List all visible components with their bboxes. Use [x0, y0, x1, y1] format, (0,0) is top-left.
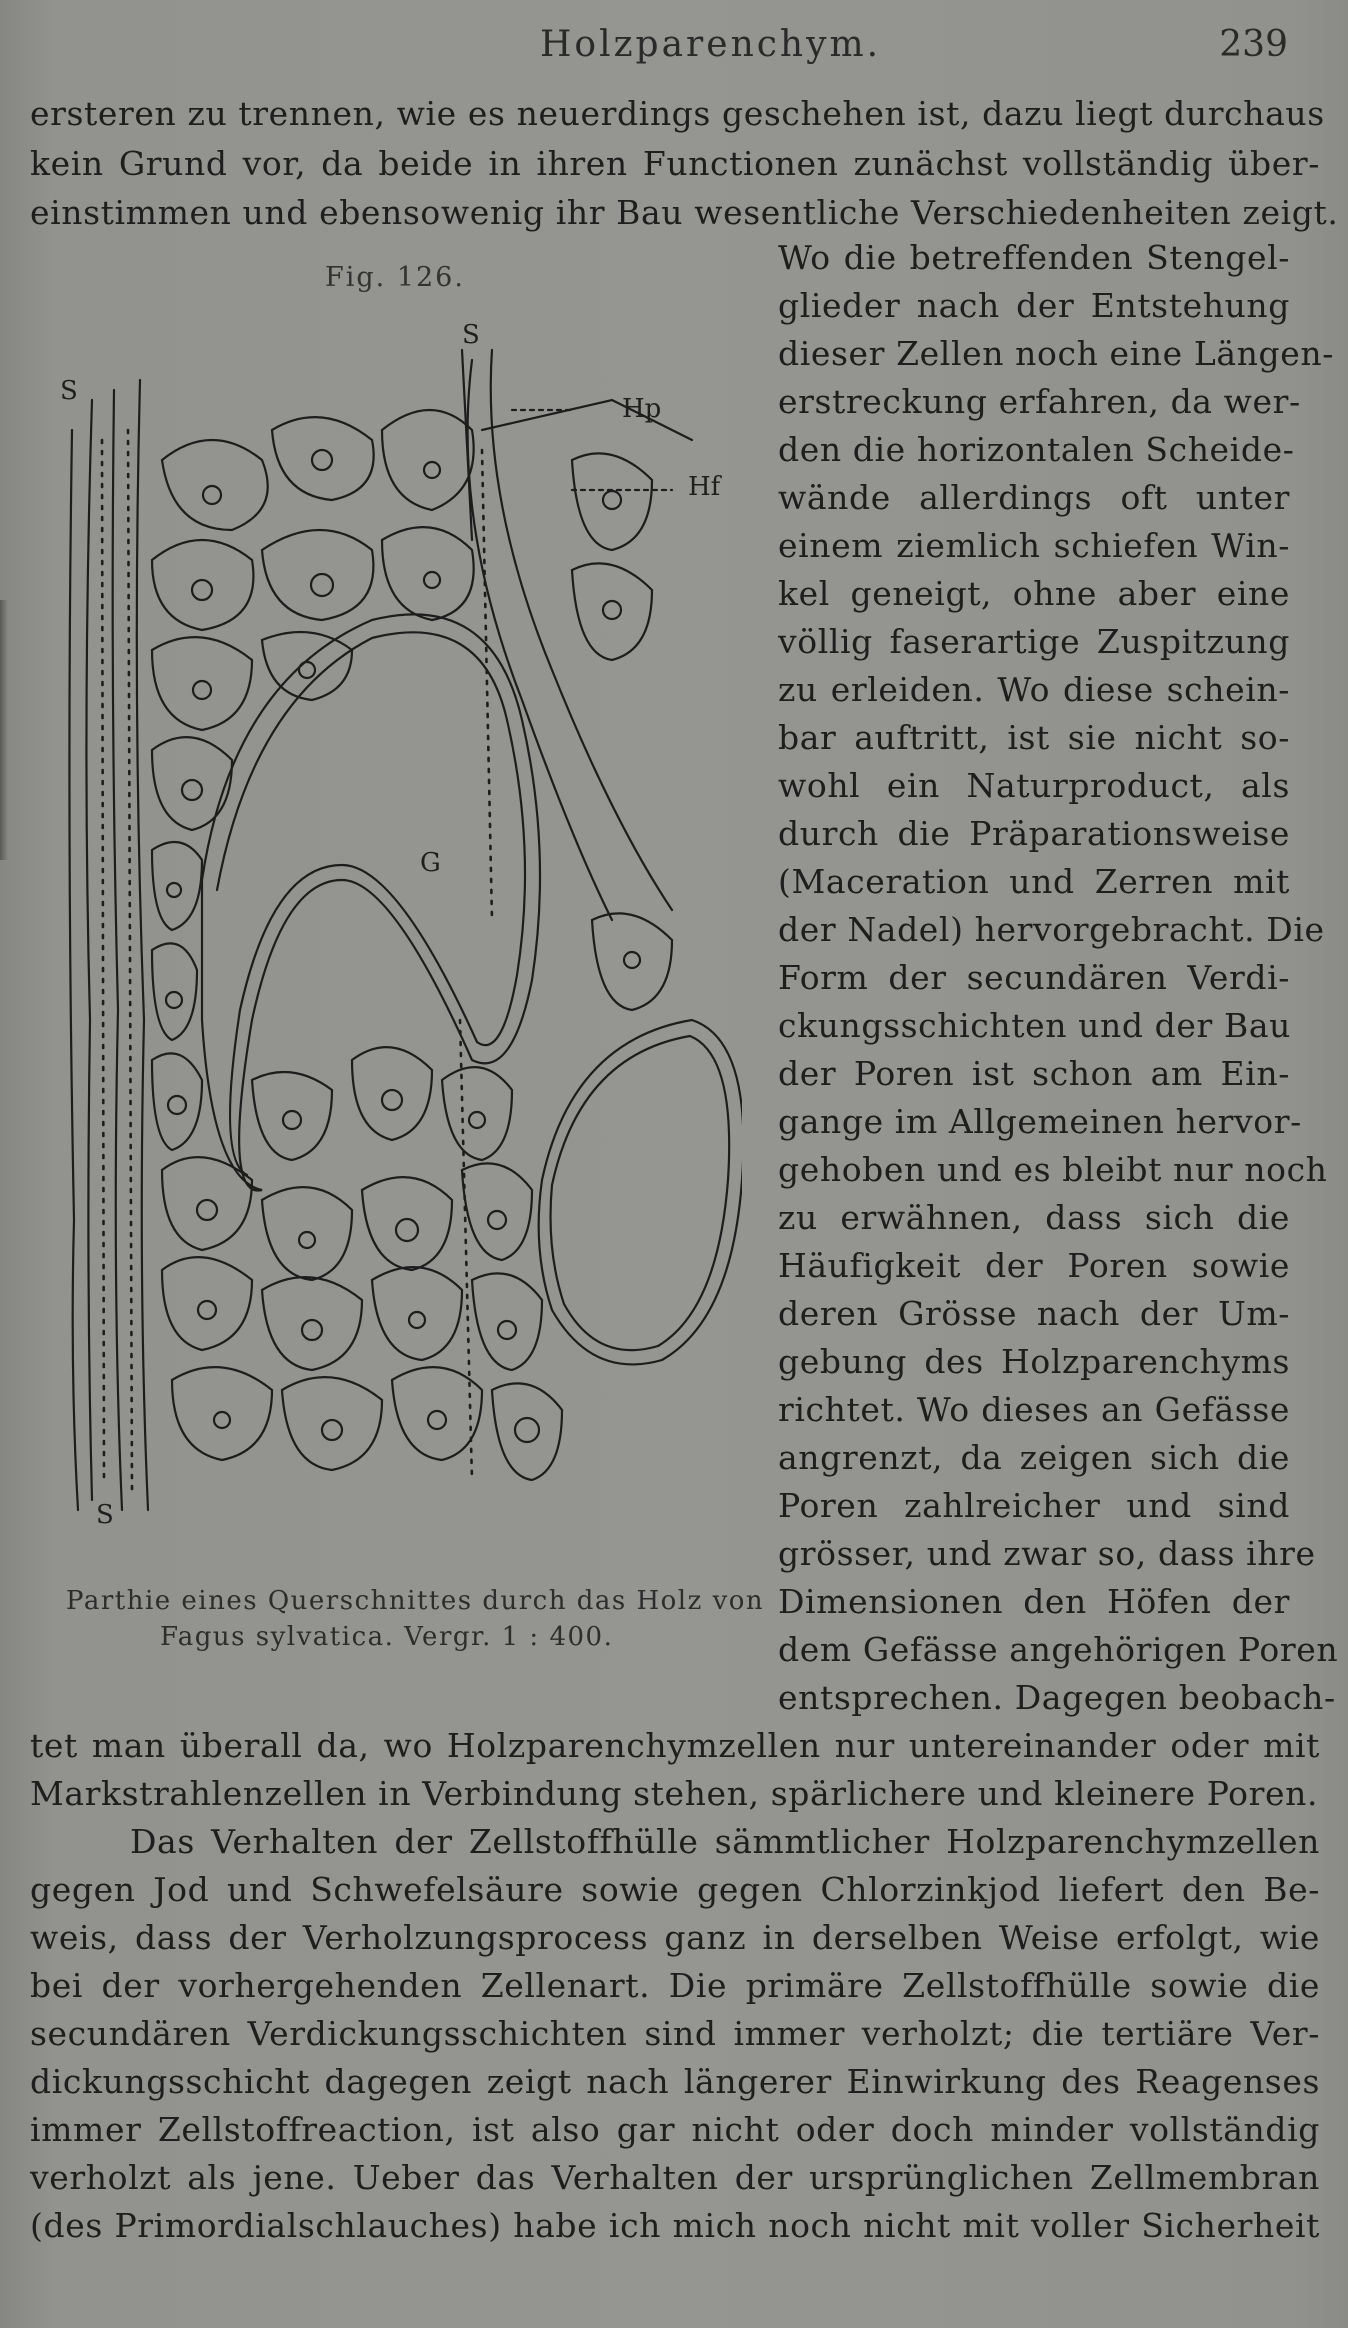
text-line: entsprechen. Dagegen beobach- [778, 1678, 1336, 1717]
text-line: gange im Allgemeinen hervor- [778, 1102, 1302, 1141]
running-head [0, 18, 1348, 78]
wood-cross-section-drawing [52, 320, 742, 1560]
text-line: Dimensionen den Höfen der [778, 1582, 1290, 1621]
text-line: kel geneigt, ohne aber eine [778, 574, 1290, 613]
text-line: der Poren ist schon am Ein- [778, 1054, 1290, 1093]
text-line: kein Grund vor, da beide in ihren Functionen zunächst vollständig über- [30, 144, 1320, 183]
page-edge-shadow [0, 600, 8, 860]
text-line: angrenzt, da zeigen sich die [778, 1438, 1290, 1477]
figure-letter-hp: Hp [622, 394, 662, 424]
figure-letter-s: S [96, 1500, 114, 1530]
figure-illustration [52, 320, 742, 1560]
text-line: dieser Zellen noch eine Längen- [778, 334, 1334, 373]
text-line: tet man überall da, wo Holzparenchymzellen nur untereinander oder mit [30, 1726, 1320, 1765]
text-line: (Maceration und Zerren mit [778, 862, 1290, 901]
text-line: (des Primordialschlauches) habe ich mich noch nicht mit voller Sicherheit [30, 2206, 1320, 2245]
text-line: ersteren zu trennen, wie es neuerdings geschehen ist, dazu liegt durchaus [30, 94, 1325, 133]
figure-caption-line: Parthie eines Querschnittes durch das Holz von [66, 1586, 765, 1616]
text-line: wohl ein Naturproduct, als [778, 766, 1290, 805]
text-line: gegen Jod und Schwefelsäure sowie gegen Chlorzinkjod liefert den Be- [30, 1870, 1320, 1909]
text-line: weis, dass der Verholzungsprocess ganz in derselben Weise erfolgt, wie [30, 1918, 1320, 1957]
text-line: durch die Präparationsweise [778, 814, 1290, 853]
text-line: gehoben und es bleibt nur noch [778, 1150, 1328, 1189]
text-line: verholzt als jene. Ueber das Verhalten der ursprünglichen Zellmembran [30, 2158, 1320, 2197]
text-line: Poren zahlreicher und sind [778, 1486, 1290, 1525]
text-line: einem ziemlich schiefen Win- [778, 526, 1290, 565]
text-line: bar auftritt, ist sie nicht so- [778, 718, 1290, 757]
text-line: einstimmen und ebensowenig ihr Bau wesentliche Verschiedenheiten zeigt. [30, 193, 1339, 232]
text-line: gebung des Holzparenchyms [778, 1342, 1290, 1381]
text-line: ckungsschichten und der Bau [778, 1006, 1291, 1045]
text-line: wände allerdings oft unter [778, 478, 1290, 517]
text-line: grösser, und zwar so, dass ihre [778, 1534, 1316, 1573]
figure-caption-line: Fagus sylvatica. Vergr. 1 : 400. [160, 1622, 614, 1652]
text-line: secundären Verdickungsschichten sind immer verholzt; die tertiäre Ver- [30, 2014, 1320, 2053]
figure-letter-hf: Hf [688, 472, 721, 502]
text-line: Wo die betreffenden Stengel- [778, 238, 1290, 277]
page-number: 239 [1219, 24, 1288, 65]
text-line: dem Gefässe angehörigen Poren [778, 1630, 1339, 1669]
figure-letter-s: S [462, 320, 480, 350]
text-line: Das Verhalten der Zellstoffhülle sämmtlicher Holzparenchymzellen [130, 1822, 1320, 1861]
running-title: Holzparenchym. [540, 24, 882, 65]
figure-label: Fig. 126. [325, 262, 465, 293]
text-line: Form der secundären Verdi- [778, 958, 1290, 997]
figure-letter-s: S [60, 376, 78, 406]
text-line: zu erleiden. Wo diese schein- [778, 670, 1290, 709]
text-line: Häufigkeit der Poren sowie [778, 1246, 1290, 1285]
text-line: deren Grösse nach der Um- [778, 1294, 1290, 1333]
text-line: glieder nach der Entstehung [778, 286, 1290, 325]
text-line: Markstrahlenzellen in Verbindung stehen, spärlichere und kleinere Poren. [30, 1774, 1319, 1813]
text-line: zu erwähnen, dass sich die [778, 1198, 1290, 1237]
text-line: richtet. Wo dieses an Gefässe [778, 1390, 1290, 1429]
text-line: der Nadel) hervorgebracht. Die [778, 910, 1325, 949]
figure-letter-g: G [420, 848, 441, 878]
text-line: dickungsschicht dagegen zeigt nach längerer Einwirkung des Reagenses [30, 2062, 1320, 2101]
text-line: erstreckung erfahren, da wer- [778, 382, 1301, 421]
text-line: immer Zellstoffreaction, ist also gar nicht oder doch minder vollständig [30, 2110, 1320, 2149]
text-line: den die horizontalen Scheide- [778, 430, 1295, 469]
text-line: bei der vorhergehenden Zellenart. Die primäre Zellstoffhülle sowie die [30, 1966, 1320, 2005]
text-line: völlig faserartige Zuspitzung [778, 622, 1290, 661]
